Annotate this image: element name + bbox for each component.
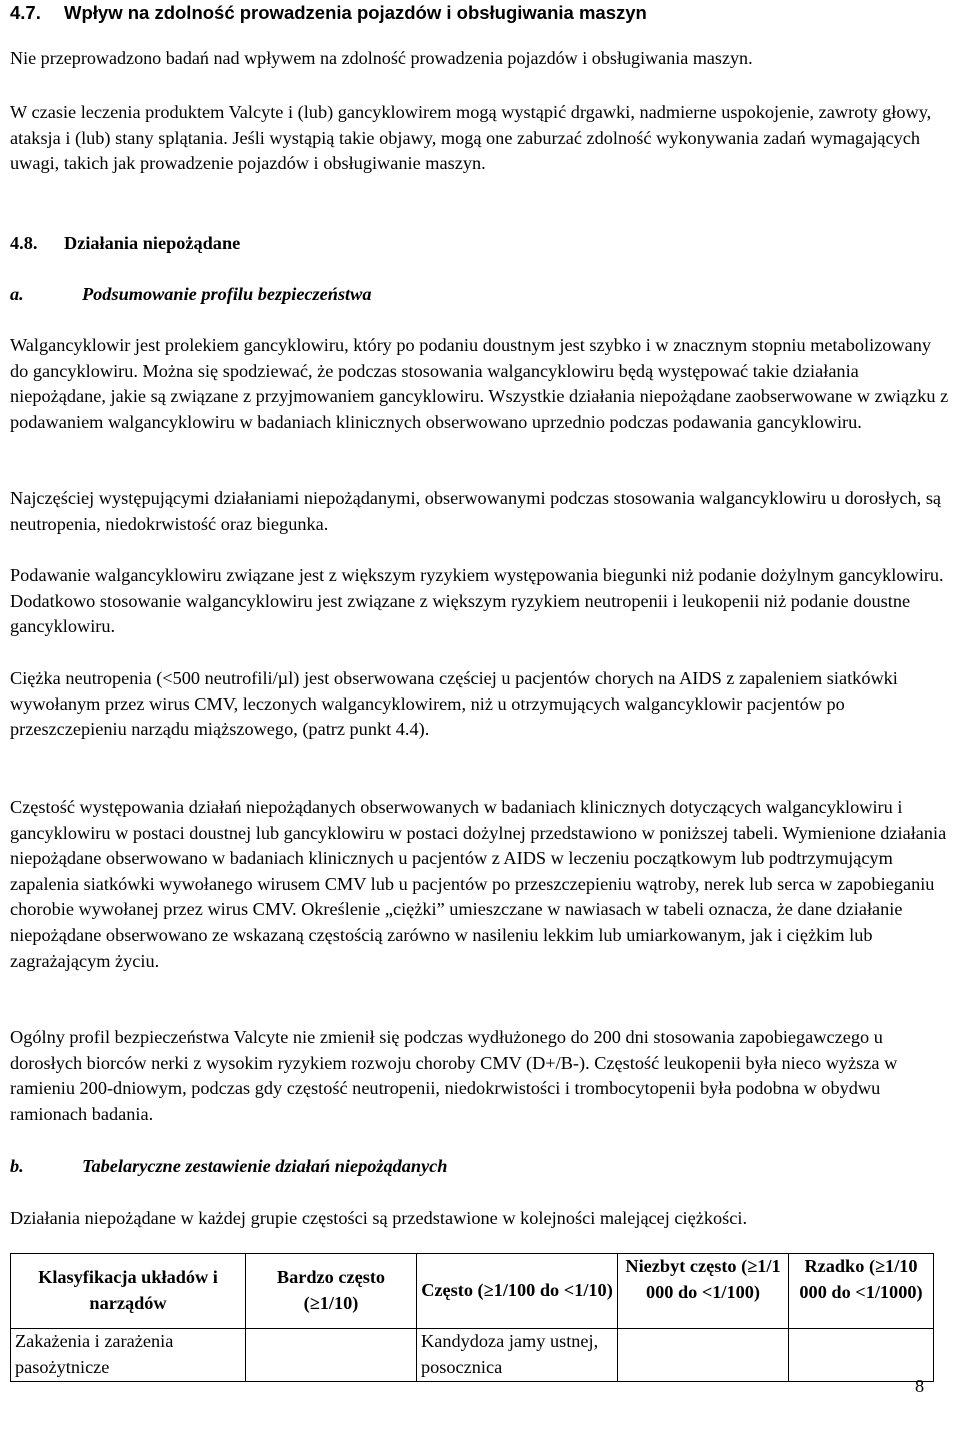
paragraph: Częstość występowania działań niepożądanych obserwowanych w badaniach klinicznych dotyczących walgancyklowiru i gancyklowiru w postaci doustnej lub gancyklowiru w postaci dożylnej przedstawiono w poniższej tabeli. Wymienione działania niepożądane obserwowano w badaniach klinicznych u pacjentów z AIDS w leczeniu początkowym lub podtrzymującym zapalenia siatkówki wywołanego wirusem CMV lub u pacjentów po przeszczepieniu wątroby, nerek lub serca w zapobieganiu chorobie wywołanej przez wirus CMV. Określenie „ciężki” umieszczane w nawiasach w tabeli oznacza, że dane działanie niepożądane obserwowano ze wskazaną częstością zarówno w nasileniu lekkim lub umiarkowanym, jak i ciężkim lub zagrażającym życiu.: [10, 797, 947, 971]
section-title: Działania niepożądane: [64, 233, 241, 253]
section-number: 4.7.: [10, 2, 41, 23]
table-header-row: [11, 1254, 934, 1329]
subsection-heading-b: [10, 1154, 950, 1180]
table-cell: Kandydoza jamy ustnej, posocznica: [417, 1329, 618, 1382]
paragraph: Najczęściej występującymi działaniami niepożądanymi, obserwowanymi podczas stosowania walgancyklowiru u dorosłych, są neutropenia, niedokrwistość oraz biegunka.: [10, 488, 942, 534]
table-cell: [246, 1329, 417, 1382]
paragraph: Ciężka neutropenia (<500 neutrofili/µl) jest obserwowana częściej u pacjentów chorych na AIDS z zapaleniem siatkówki wywołanym przez wirus CMV, leczonych walgancyklowirem, niż u otrzymujących walgancyklowir pacjentów po przeszczepieniu narządu miąższowego, (patrz punkt 4.4).: [10, 668, 898, 740]
subsection-heading-a: [10, 282, 950, 308]
table-cell: [618, 1329, 789, 1382]
section-heading-4-8: [10, 231, 950, 257]
paragraph: W czasie leczenia produktem Valcyte i (lub) gancyklowirem mogą wystąpić drgawki, nadmierne uspokojenie, zawroty głowy, ataksja i (lub) stany splątania. Jeśli wystąpią takie objawy, mogą one zaburzać zdolność wykonywania zadań wymagających uwagi, takich jak prowadzenie pojazdów i obsługiwanie maszyn.: [10, 102, 932, 174]
table-header-cell: Rzadko (≥1/10 000 do <1/1000): [789, 1254, 934, 1329]
paragraph: Walgancyklowir jest prolekiem gancyklowiru, który po podaniu doustnym jest szybko i w znacznym stopniu metabolizowany do gancyklowiru. Można się spodziewać, że podczas stosowania walgancyklowiru będą występować takie działania niepożądane, jakie są związane z przyjmowaniem gancyklowiru. Wszystkie działania niepożądane zaobserwowane w związku z podawaniem walgancyklowiru w badaniach klinicznych obserwowano uprzednio podczas podawania gancyklowiru.: [10, 335, 949, 432]
paragraph: Działania niepożądane w każdej grupie częstości są przedstawione w kolejności malejącej ciężkości.: [10, 1208, 748, 1228]
subsection-title: Tabelaryczne zestawienie działań niepożądanych: [82, 1156, 448, 1176]
paragraph: Podawanie walgancyklowiru związane jest z większym ryzykiem występowania biegunki niż podanie dożylnym gancyklowiru. Dodatkowo stosowanie walgancyklowiru jest związane z większym ryzykiem neutropenii i leukopenii niż podanie doustne gancyklowiru.: [10, 565, 944, 637]
table-header-cell: Klasyfikacja układów i narządów: [11, 1254, 246, 1329]
section-heading-4-7: [10, 0, 950, 26]
subsection-letter: a.: [10, 284, 24, 304]
table-header-cell: Bardzo często (≥1/10): [246, 1254, 417, 1329]
table-cell: Zakażenia i zarażenia pasożytnicze: [11, 1329, 246, 1382]
subsection-title: Podsumowanie profilu bezpieczeństwa: [82, 284, 372, 304]
table-header-cell: Niezbyt często (≥1/1 000 do <1/100): [618, 1254, 789, 1329]
adverse-reactions-table: [10, 1253, 934, 1382]
paragraph: Nie przeprowadzono badań nad wpływem na zdolność prowadzenia pojazdów i obsługiwania maszyn.: [10, 48, 753, 68]
section-title: Wpływ na zdolność prowadzenia pojazdów i obsługiwania maszyn: [64, 2, 647, 23]
table-cell: [789, 1329, 934, 1382]
page-number: 8: [915, 1376, 925, 1396]
subsection-letter: b.: [10, 1156, 24, 1176]
table-header-cell: Często (≥1/100 do <1/10): [417, 1254, 618, 1329]
table-row: [11, 1329, 934, 1382]
section-number: 4.8.: [10, 233, 38, 253]
paragraph: Ogólny profil bezpieczeństwa Valcyte nie zmienił się podczas wydłużonego do 200 dni stosowania zapobiegawczego u dorosłych biorców nerki z wysokim ryzykiem rozwoju choroby CMV (D+/B-). Częstość leukopenii była nieco wyższa w ramieniu 200-dniowym, podczas gdy częstość neutropenii, niedokrwistości i trombocytopenii była podobna w obydwu ramionach badania.: [10, 1027, 898, 1124]
